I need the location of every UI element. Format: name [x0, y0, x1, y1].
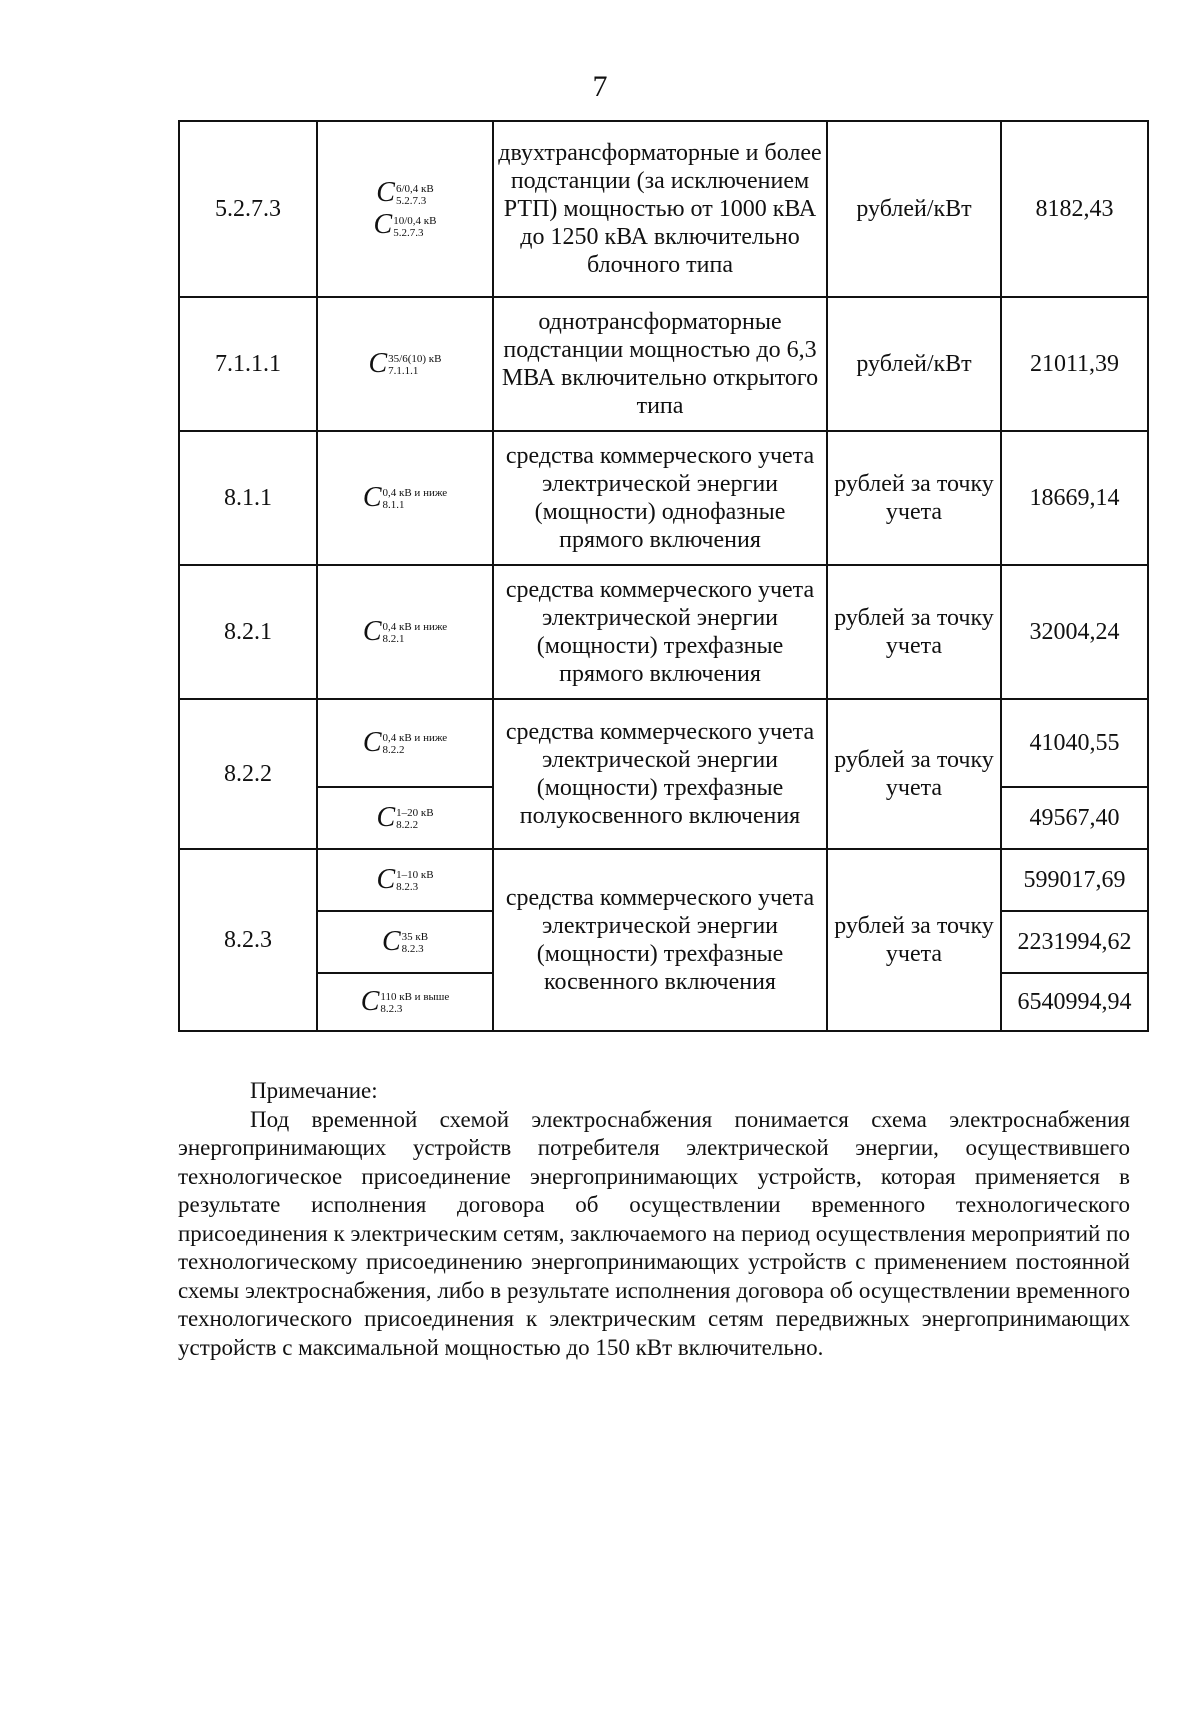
table-row — [179, 565, 1148, 699]
row-code: 8.2.3 — [179, 849, 317, 1031]
rate-symbol: C 35/6(10) кВ 7.1.1.1 — [368, 347, 442, 379]
row-value: 2231994,62 — [1001, 911, 1148, 973]
rate-symbol-cell — [317, 699, 493, 787]
row-value: 8182,43 — [1001, 121, 1148, 297]
row-unit: рублей/кВт — [827, 297, 1001, 431]
page-number: 7 — [592, 70, 608, 103]
rate-symbol-cell — [317, 849, 493, 911]
rate-symbol-cell — [317, 431, 493, 565]
row-code: 8.2.2 — [179, 699, 317, 849]
table-row — [179, 297, 1148, 431]
rate-symbol: C 1–20 кВ 8.2.2 — [376, 801, 434, 833]
tariff-table — [178, 120, 1149, 1032]
row-unit: рублей за точку учета — [827, 431, 1001, 565]
rate-symbol: C 35 кВ 8.2.3 — [381, 925, 429, 957]
rate-symbol-cell — [317, 121, 493, 297]
row-value: 599017,69 — [1001, 849, 1148, 911]
row-description: средства коммерческого учета электрической энергии (мощности) однофазные прямого включения — [493, 431, 827, 565]
rate-symbol-cell — [317, 787, 493, 849]
row-value: 21011,39 — [1001, 297, 1148, 431]
row-value: 32004,24 — [1001, 565, 1148, 699]
row-description: средства коммерческого учета электрической энергии (мощности) трехфазные полукосвенного включения — [493, 699, 827, 849]
row-code: 7.1.1.1 — [179, 297, 317, 431]
rate-symbol: C 0,4 кВ и ниже 8.2.2 — [362, 726, 448, 758]
table-row — [179, 699, 1148, 787]
rate-symbol-cell — [317, 911, 493, 973]
row-unit: рублей/кВт — [827, 121, 1001, 297]
row-value: 18669,14 — [1001, 431, 1148, 565]
row-unit: рублей за точку учета — [827, 699, 1001, 849]
row-unit: рублей за точку учета — [827, 849, 1001, 1031]
rate-symbol-cell — [317, 565, 493, 699]
note-title: Примечание: — [250, 1078, 378, 1103]
row-description: средства коммерческого учета электрической энергии (мощности) трехфазные косвенного включения — [493, 849, 827, 1031]
note-section — [178, 1077, 1130, 1362]
row-description: двухтрансформаторные и более подстанции (за исключением РТП) мощностью от 1000 кВА до 1250 кВА включительно блочного типа — [493, 121, 827, 297]
rate-symbol: C 10/0,4 кВ 5.2.7.3 — [373, 209, 437, 240]
table-row — [179, 121, 1148, 297]
row-code: 8.1.1 — [179, 431, 317, 565]
row-code: 5.2.7.3 — [179, 121, 317, 297]
table-row — [179, 431, 1148, 565]
row-value: 49567,40 — [1001, 787, 1148, 849]
rate-symbol: C 110 кВ и выше 8.2.3 — [360, 985, 450, 1017]
note-body: Под временной схемой электроснабжения понимается схема электроснабжения энергопринимающих устройств потребителя электрической энергии, осуществившего технологическое присоединение энергопринимающих устройств, которая применяется в результате исполнения договора об осуществлении временного технологического присоединения к электрическим сетям, заключаемого на период осуществления мероприятий по технологическому присоединению энергопринимающих устройств с применением постоянной схемы электроснабжения, либо в результате исполнения договора об осуществлении временного технологического присоединения к электрическим сетям передвижных энергопринимающих устройств с максимальной мощностью до 150 кВт включительно. — [178, 1106, 1130, 1360]
row-value: 6540994,94 — [1001, 973, 1148, 1031]
row-code: 8.2.1 — [179, 565, 317, 699]
row-description: однотрансформаторные подстанции мощностью до 6,3 МВА включительно открытого типа — [493, 297, 827, 431]
row-unit: рублей за точку учета — [827, 565, 1001, 699]
rate-symbol: C 0,4 кВ и ниже 8.2.1 — [362, 615, 448, 647]
rate-symbol: C 0,4 кВ и ниже 8.1.1 — [362, 481, 448, 513]
rate-symbol: C 6/0,4 кВ 5.2.7.3 — [376, 177, 434, 208]
row-description: средства коммерческого учета электрической энергии (мощности) трехфазные прямого включения — [493, 565, 827, 699]
rate-symbol: C 1–10 кВ 8.2.3 — [376, 863, 434, 895]
table-row — [179, 849, 1148, 911]
rate-symbol-cell — [317, 297, 493, 431]
row-value: 41040,55 — [1001, 699, 1148, 787]
rate-symbol-cell — [317, 973, 493, 1031]
